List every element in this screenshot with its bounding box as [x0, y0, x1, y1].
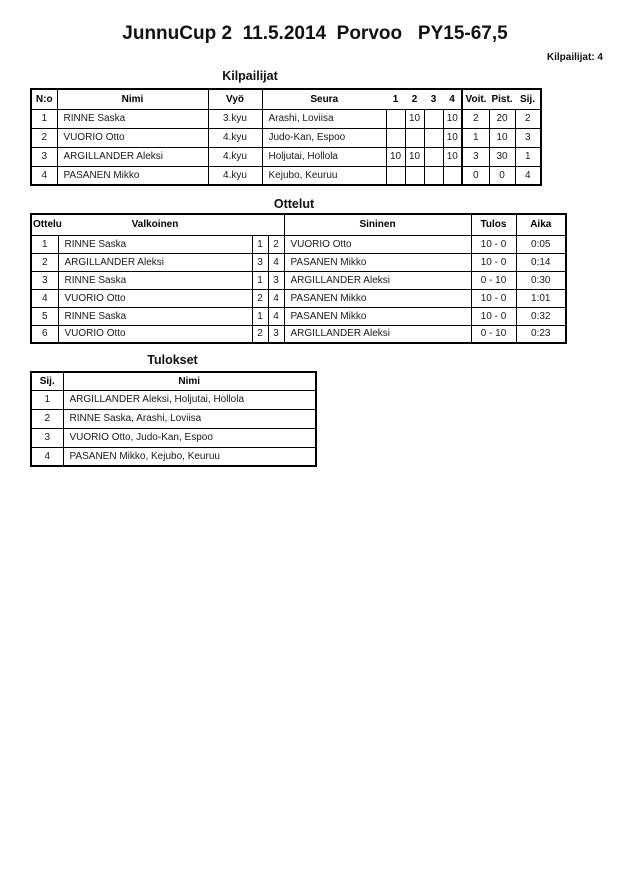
- score-cell: [405, 166, 424, 185]
- column-header-3: 3: [424, 89, 443, 109]
- tulos-cell: 10 - 0: [471, 253, 516, 271]
- table-row: [31, 253, 566, 271]
- score-cell: 10: [443, 128, 462, 147]
- nimi-cell: RINNE Saska: [57, 109, 208, 128]
- tulos-cell: 0 - 10: [471, 271, 516, 289]
- table-row: [31, 289, 566, 307]
- match-no-cell: 1: [31, 235, 58, 253]
- aika-cell: 0:32: [516, 307, 566, 325]
- valkoinen-number-cell: 2: [252, 289, 268, 307]
- score-cell: 10: [386, 147, 405, 166]
- match-no-cell: 2: [31, 253, 58, 271]
- table-row: [31, 390, 316, 409]
- score-cell: [386, 109, 405, 128]
- nimi-cell: PASANEN Mikko: [57, 166, 208, 185]
- column-header-nimi: Nimi: [63, 372, 316, 390]
- score-cell: [424, 147, 443, 166]
- vyo-cell: 4.kyu: [208, 147, 262, 166]
- ottelut-heading: Ottelut: [273, 197, 315, 211]
- sij-cell: 3: [31, 428, 63, 447]
- valkoinen-number-cell: 1: [252, 307, 268, 325]
- column-header-tulos: Tulos: [471, 214, 516, 235]
- score-cell: 10: [443, 147, 462, 166]
- match-no-cell: 4: [31, 289, 58, 307]
- score-cell: [386, 128, 405, 147]
- valkoinen-number-cell: 2: [252, 325, 268, 343]
- result-name-cell: RINNE Saska, Arashi, Loviisa: [63, 409, 316, 428]
- result-name-cell: ARGILLANDER Aleksi, Holjutai, Hollola: [63, 390, 316, 409]
- column-header-4: 4: [443, 89, 462, 109]
- score-cell: [424, 128, 443, 147]
- aika-cell: 0:05: [516, 235, 566, 253]
- valkoinen-name-cell: ARGILLANDER Aleksi: [58, 253, 252, 271]
- sininen-number-cell: 4: [268, 307, 284, 325]
- sininen-number-cell: 3: [268, 271, 284, 289]
- sininen-name-cell: PASANEN Mikko: [284, 253, 471, 271]
- pist-cell: 30: [489, 147, 515, 166]
- voit-cell: 2: [462, 109, 489, 128]
- tulokset-table: [30, 371, 317, 467]
- valkoinen-number-cell: 3: [252, 253, 268, 271]
- kilpailijat-header-row: [31, 89, 541, 109]
- valkoinen-name-cell: RINNE Saska: [58, 307, 252, 325]
- pist-cell: 20: [489, 109, 515, 128]
- aika-cell: 0:30: [516, 271, 566, 289]
- column-header-no: N:o: [31, 89, 57, 109]
- no-cell: 3: [31, 147, 57, 166]
- ottelut-table: [30, 213, 567, 344]
- column-header-nimi: Nimi: [57, 89, 208, 109]
- score-cell: [405, 128, 424, 147]
- aika-cell: 1:01: [516, 289, 566, 307]
- table-row: [31, 109, 541, 128]
- match-no-cell: 6: [31, 325, 58, 343]
- valkoinen-number-cell: 1: [252, 271, 268, 289]
- sij-cell: 3: [515, 128, 541, 147]
- table-row: [31, 447, 316, 466]
- page-title: JunnuCup 2 11.5.2014 Porvoo PY15-67,5: [122, 23, 508, 44]
- seura-cell: Arashi, Loviisa: [262, 109, 386, 128]
- sij-cell: 1: [515, 147, 541, 166]
- kilpailijat-heading: Kilpailijat: [222, 69, 278, 83]
- tulos-cell: 10 - 0: [471, 307, 516, 325]
- voit-cell: 1: [462, 128, 489, 147]
- column-header-sij: Sij.: [515, 89, 541, 109]
- sininen-name-cell: PASANEN Mikko: [284, 307, 471, 325]
- valkoinen-name-cell: VUORIO Otto: [58, 325, 252, 343]
- result-name-cell: VUORIO Otto, Judo-Kan, Espoo: [63, 428, 316, 447]
- sij-cell: 2: [515, 109, 541, 128]
- table-row: [31, 307, 566, 325]
- aika-cell: 0:23: [516, 325, 566, 343]
- sininen-number-cell: 2: [268, 235, 284, 253]
- column-header-1: 1: [386, 89, 405, 109]
- column-header-voit: Voit.: [462, 89, 489, 109]
- nimi-cell: VUORIO Otto: [57, 128, 208, 147]
- sininen-number-cell: 3: [268, 325, 284, 343]
- table-row: [31, 166, 541, 185]
- valkoinen-name-cell: RINNE Saska: [58, 235, 252, 253]
- column-header-vyo: Vyö: [208, 89, 262, 109]
- tulos-cell: 0 - 10: [471, 325, 516, 343]
- column-header-ottelu: Ottelu: [31, 214, 58, 235]
- vyo-cell: 3.kyu: [208, 109, 262, 128]
- score-cell: [386, 166, 405, 185]
- score-cell: [424, 109, 443, 128]
- table-row: [31, 325, 566, 343]
- table-row: [31, 147, 541, 166]
- table-row: [31, 128, 541, 147]
- sininen-number-cell: 4: [268, 253, 284, 271]
- no-cell: 4: [31, 166, 57, 185]
- tulos-cell: 10 - 0: [471, 289, 516, 307]
- no-cell: 1: [31, 109, 57, 128]
- column-header-sininen: Sininen: [284, 214, 471, 235]
- sij-cell: 4: [31, 447, 63, 466]
- table-row: [31, 409, 316, 428]
- voit-cell: 0: [462, 166, 489, 185]
- column-header-seura: Seura: [262, 89, 386, 109]
- match-no-cell: 5: [31, 307, 58, 325]
- seura-cell: Holjutai, Hollola: [262, 147, 386, 166]
- pist-cell: 10: [489, 128, 515, 147]
- vyo-cell: 4.kyu: [208, 166, 262, 185]
- sininen-name-cell: PASANEN Mikko: [284, 289, 471, 307]
- seura-cell: Kejubo, Keuruu: [262, 166, 386, 185]
- sininen-name-cell: VUORIO Otto: [284, 235, 471, 253]
- score-cell: 10: [443, 109, 462, 128]
- column-header-sij: Sij.: [31, 372, 63, 390]
- nimi-cell: ARGILLANDER Aleksi: [57, 147, 208, 166]
- match-no-cell: 3: [31, 271, 58, 289]
- score-cell: 10: [405, 109, 424, 128]
- aika-cell: 0:14: [516, 253, 566, 271]
- seura-cell: Judo-Kan, Espoo: [262, 128, 386, 147]
- pist-cell: 0: [489, 166, 515, 185]
- table-row: [31, 235, 566, 253]
- valkoinen-number-cell: 1: [252, 235, 268, 253]
- column-header-blank: [252, 214, 268, 235]
- no-cell: 2: [31, 128, 57, 147]
- table-row: [31, 428, 316, 447]
- valkoinen-name-cell: RINNE Saska: [58, 271, 252, 289]
- column-header-blank: [268, 214, 284, 235]
- tulokset-header-row: [31, 372, 316, 390]
- column-header-pist: Pist.: [489, 89, 515, 109]
- kilpailijat-table: [30, 88, 542, 186]
- table-row: [31, 271, 566, 289]
- column-header-2: 2: [405, 89, 424, 109]
- vyo-cell: 4.kyu: [208, 128, 262, 147]
- ottelut-header-row: [31, 214, 566, 235]
- sininen-number-cell: 4: [268, 289, 284, 307]
- score-cell: [443, 166, 462, 185]
- tulokset-heading: Tulokset: [147, 353, 198, 367]
- sij-cell: 4: [515, 166, 541, 185]
- voit-cell: 3: [462, 147, 489, 166]
- valkoinen-name-cell: VUORIO Otto: [58, 289, 252, 307]
- sininen-name-cell: ARGILLANDER Aleksi: [284, 325, 471, 343]
- column-header-aika: Aika: [516, 214, 566, 235]
- tulos-cell: 10 - 0: [471, 235, 516, 253]
- sij-cell: 2: [31, 409, 63, 428]
- sininen-name-cell: ARGILLANDER Aleksi: [284, 271, 471, 289]
- competitors-count-label: Kilpailijat: 4: [546, 52, 603, 63]
- sij-cell: 1: [31, 390, 63, 409]
- column-header-valkoinen: Valkoinen: [58, 214, 252, 235]
- score-cell: [424, 166, 443, 185]
- score-cell: 10: [405, 147, 424, 166]
- result-name-cell: PASANEN Mikko, Kejubo, Keuruu: [63, 447, 316, 466]
